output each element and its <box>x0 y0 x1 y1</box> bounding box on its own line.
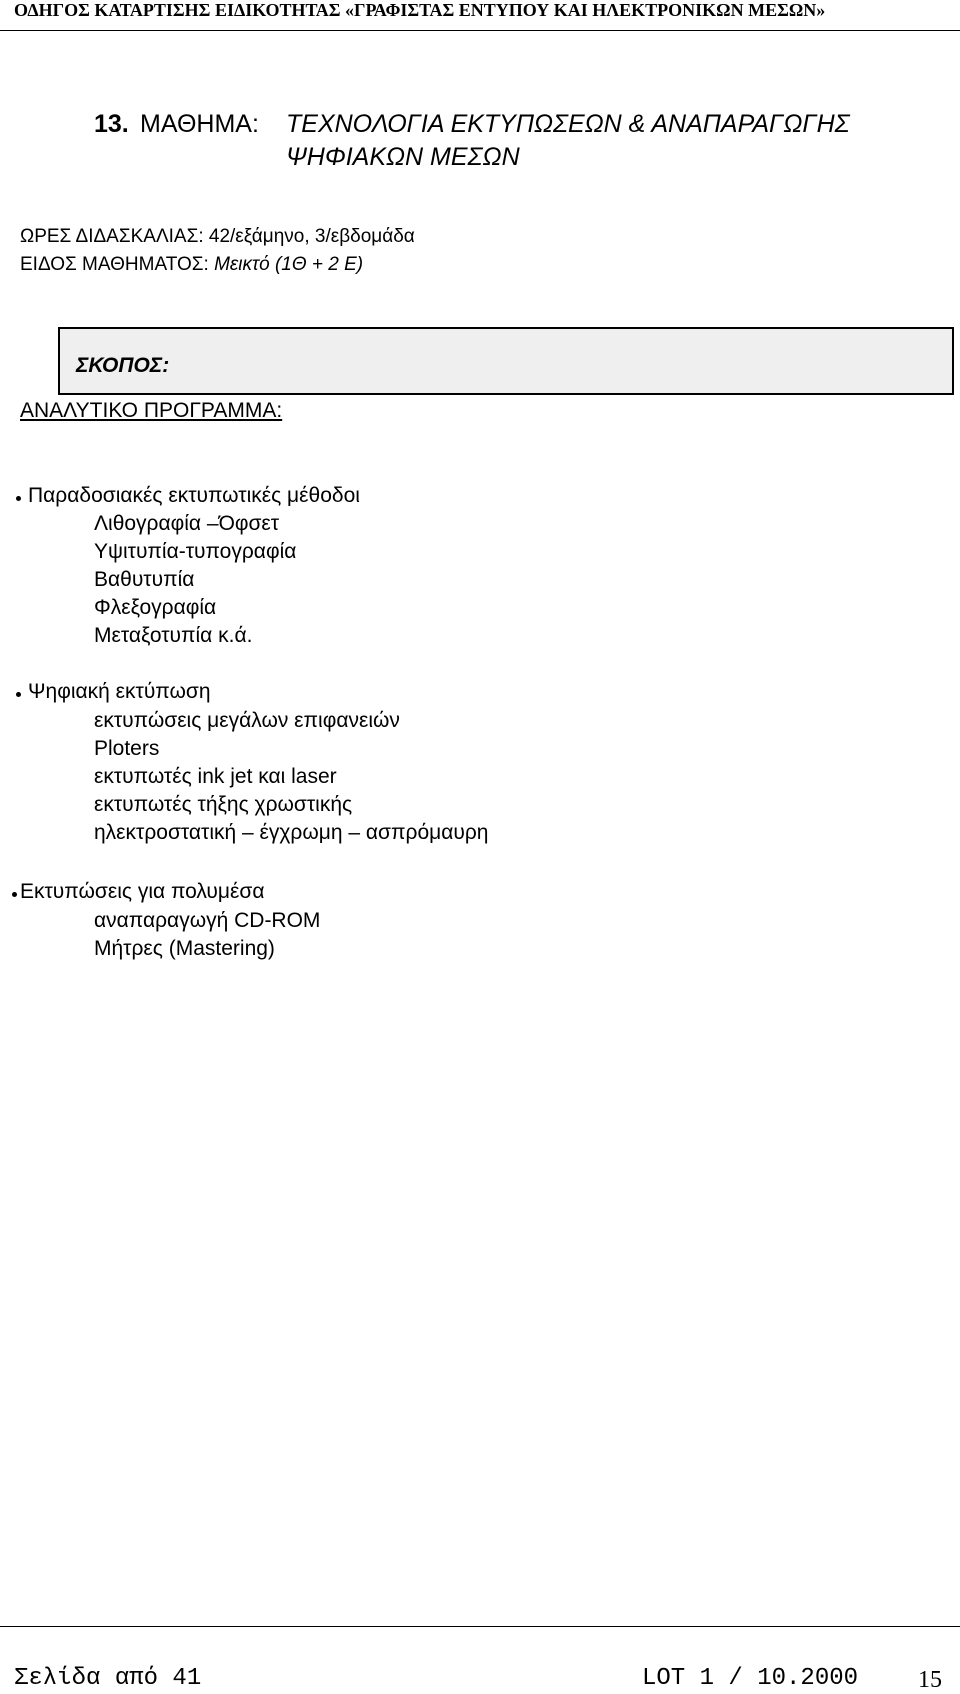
footer-page-number: 15 <box>918 1667 942 1693</box>
lesson-title-line1: ΤΕΧΝΟΛΟΓΙΑ ΕΚΤΥΠΩΣΕΩΝ & ΑΝΑΠΑΡΑΓΩΓΗΣ <box>286 110 850 138</box>
list-item: Μήτρες (Mastering) <box>94 937 275 960</box>
footer-page-of: Σελίδα από 41 <box>14 1665 202 1692</box>
list-item: Φλεξογραφία <box>94 596 217 619</box>
footer-divider <box>0 1626 960 1627</box>
list-item: Λιθογραφία –Όφσετ <box>94 512 280 535</box>
list-item: εκτυπωτές ink jet και laser <box>94 765 337 788</box>
bullet-icon <box>16 496 21 501</box>
list-item: αναπαραγωγή CD-ROM <box>94 909 321 932</box>
list-item: Μεταξοτυπία κ.ά. <box>94 624 253 647</box>
lesson-title-line2: ΨΗΦΙΑΚΩΝ ΜΕΣΩΝ <box>286 143 520 171</box>
list-item: εκτυπώσεις μεγάλων επιφανειών <box>94 709 400 732</box>
section-title: Ψηφιακή εκτύπωση <box>28 680 211 703</box>
goal-label: ΣΚΟΠΟΣ: <box>76 354 170 377</box>
list-item: Βαθυτυπία <box>94 568 195 591</box>
section-title: Εκτυπώσεις για πολυμέσα <box>20 880 265 903</box>
list-item: Υψιτυπία-τυπογραφία <box>94 540 297 563</box>
header-divider <box>0 30 960 31</box>
section-title: Παραδοσιακές εκτυπωτικές μέθοδοι <box>28 484 360 507</box>
goal-box <box>58 327 954 395</box>
list-item: ηλεκτροστατική – έγχρωμη – ασπρόμαυρη <box>94 821 489 844</box>
lesson-type-label: ΕΙΔΟΣ ΜΑΘΗΜΑΤΟΣ: <box>20 254 209 275</box>
lesson-number: 13. <box>94 110 129 138</box>
lesson-type-value: Μεικτό (1Θ + 2 Ε) <box>214 254 364 275</box>
lesson-label: ΜΑΘΗΜΑ: <box>140 110 259 138</box>
document-header: ΟΔΗΓΟΣ ΚΑΤΑΡΤΙΣΗΣ ΕΙΔΙΚΟΤΗΤΑΣ «ΓΡΑΦΙΣΤΑΣ ΕΝΤΥΠΟΥ ΚΑΙ ΗΛΕΚΤΡΟΝΙΚΩΝ ΜΕΣΩΝ» <box>14 0 826 20</box>
bullet-icon <box>16 692 21 697</box>
lesson-type <box>20 254 363 276</box>
list-item: εκτυπωτές τήξης χρωστικής <box>94 793 353 816</box>
footer-lot: LOT 1 / 10.2000 <box>642 1665 859 1692</box>
teaching-hours: ΩΡΕΣ ΔΙΔΑΣΚΑΛΙΑΣ: 42/εξάμηνο, 3/εβδομάδα <box>20 226 415 247</box>
program-heading: ΑΝΑΛΥΤΙΚΟ ΠΡΟΓΡΑΜΜΑ: <box>20 399 283 422</box>
list-item: Ploters <box>94 737 160 760</box>
bullet-icon <box>12 892 17 897</box>
